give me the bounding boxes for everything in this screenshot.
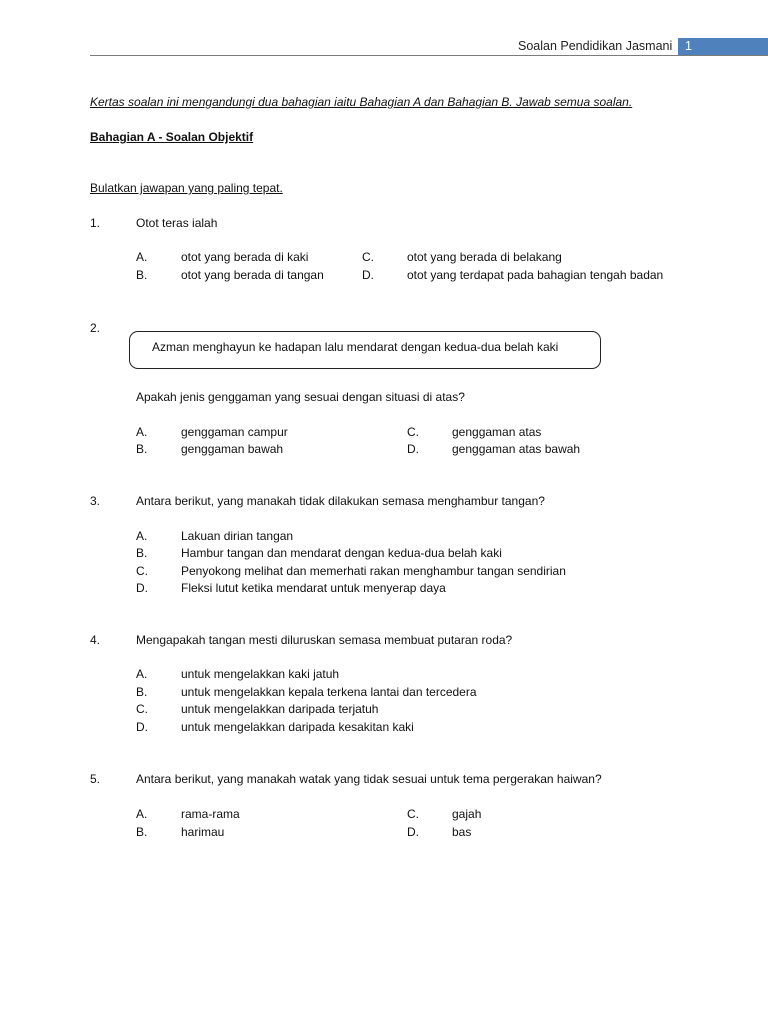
option-text: Penyokong melihat dan memerhati rakan menghambur tangan sendirian [181, 564, 566, 578]
header-divider [90, 55, 768, 56]
page-number-badge: 1 [678, 38, 768, 55]
option-text: untuk mengelakkan kepala terkena lantai dan tercedera [181, 685, 477, 699]
option-text: Hambur tangan dan mendarat dengan kedua-dua belah kaki [181, 546, 502, 560]
option-text: genggaman bawah [181, 442, 284, 456]
option-letter: A. [136, 250, 148, 264]
option-letter: B. [136, 442, 148, 456]
intro-text: Kertas soalan ini mengandungi dua bahagian iaitu Bahagian A dan Bahagian B. Jawab semua soalan. [90, 95, 633, 109]
option-letter: C. [136, 702, 148, 716]
option-text: harimau [181, 825, 225, 839]
option-letter: C. [136, 564, 148, 578]
option-text: otot yang berada di kaki [181, 250, 309, 264]
question-number: 3. [90, 494, 101, 508]
option-text: untuk mengelakkan kaki jatuh [181, 667, 340, 681]
option-text: rama-rama [181, 807, 240, 821]
option-letter: A. [136, 529, 148, 543]
header-title: Soalan Pendidikan Jasmani [518, 39, 673, 53]
option-text: otot yang terdapat pada bahagian tengah badan [407, 268, 664, 282]
option-text: gajah [452, 807, 482, 821]
option-letter: D. [407, 825, 419, 839]
question-text: Apakah jenis genggaman yang sesuai dengan situasi di atas? [136, 390, 465, 404]
option-text: genggaman campur [181, 425, 288, 439]
option-text: Fleksi lutut ketika mendarat untuk menyerap daya [181, 581, 446, 595]
question-text: Mengapakah tangan mesti diluruskan semasa membuat putaran roda? [136, 633, 513, 647]
option-letter: B. [136, 546, 148, 560]
option-text: untuk mengelakkan daripada terjatuh [181, 702, 379, 716]
question-number: 4. [90, 633, 101, 647]
option-text: otot yang berada di tangan [181, 268, 324, 282]
option-letter: D. [362, 268, 374, 282]
option-letter: D. [136, 720, 148, 734]
option-letter: A. [136, 425, 148, 439]
instruction-text: Bulatkan jawapan yang paling tepat. [90, 181, 283, 195]
option-letter: C. [362, 250, 374, 264]
question-number: 1. [90, 216, 101, 230]
option-text: otot yang berada di belakang [407, 250, 562, 264]
option-letter: C. [407, 425, 419, 439]
option-letter: B. [136, 268, 148, 282]
question-text: Antara berikut, yang manakah tidak dilakukan semasa menghambur tangan? [136, 494, 545, 508]
option-letter: B. [136, 825, 148, 839]
option-letter: C. [407, 807, 419, 821]
question-text: Antara berikut, yang manakah watak yang tidak sesuai untuk tema pergerakan haiwan? [136, 772, 602, 786]
option-text: untuk mengelakkan daripada kesakitan kaki [181, 720, 414, 734]
option-text: genggaman atas bawah [452, 442, 581, 456]
question-text: Otot teras ialah [136, 216, 218, 230]
option-text: bas [452, 825, 472, 839]
option-letter: D. [407, 442, 419, 456]
option-letter: D. [136, 581, 148, 595]
question-number: 2. [90, 321, 101, 335]
question-number: 5. [90, 772, 101, 786]
option-letter: B. [136, 685, 148, 699]
option-text: Lakuan dirian tangan [181, 529, 294, 543]
scenario-text: Azman menghayun ke hadapan lalu mendarat dengan kedua-dua belah kaki [152, 340, 559, 354]
option-text: genggaman atas [452, 425, 542, 439]
option-letter: A. [136, 807, 148, 821]
section-title: Bahagian A - Soalan Objektif [90, 130, 254, 144]
option-letter: A. [136, 667, 148, 681]
